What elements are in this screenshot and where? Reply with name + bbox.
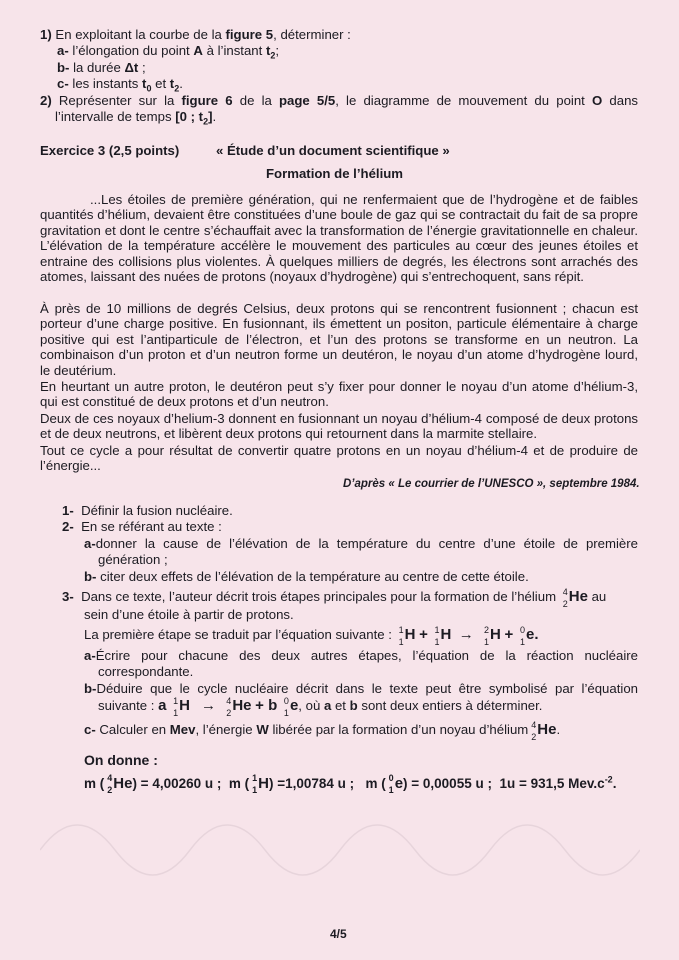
paragraph-1: ...Les étoiles de première génération, qui ne renfermaient que de l’hydrogène et de faibles quantités d’hélium, devaient être constituées d’une boule de gaz qui se contractait du fait de sa propre gravitation et dont le centre s’échauffait avec la transformation de l’énergie gravitationnelle en chaleur. L’élévation de la température accélère le mouvement des particules au cœur des jeunes étoiles et entraine des collisions plus violentes. À quelques milliers de degrés, les électrons sont arrachés des atomes, laissant des nuées de protons (noyaux d’hydrogène) qui s’entrechoquent, sans répit. [40,192,638,285]
equation-step-1: La première étape se traduit par l’équation suivante : 1 1 H + 1 1 H → 2 1 H + 0 1 e. [84,624,539,647]
q2-line2: l’intervalle de temps [0 ; $t_2$]. [55,109,217,127]
text-heading: Formation de l’hélium [266,166,404,181]
q1-line: 1) En exploitant la courbe de la figure 5, déterminer : [40,27,351,42]
he4-nuclide: 4 2 [562,586,568,609]
q1b-line: b- la durée Δt ; [57,60,146,75]
question-3b: b-Déduire que le cycle nucléaire décrit dans le texte peut être symbolisé par l’équation [84,681,638,696]
show-through-wave-decoration [40,800,640,900]
q2-line: 2) Représenter sur la figure 6 de la page 5/5, le diagramme de mouvement du point O dans [40,93,639,108]
q1a-line: a- l’élongation du point A à l’instant $t_2$; [57,43,280,61]
paragraph-3: En heurtant un autre proton, le deutéron peut s’y fixer pour donner le noyau d’un atome d’hélium-3, qui est constitué de deux protons et d’un neutron. [40,379,638,410]
figure-6-ref: figure 6 [181,93,233,108]
question-2a-cont: génération ; [98,552,168,567]
q1c-line: c- les instants $t_0$ et $t_2$. [57,76,183,94]
exercise-title: Exercice 3 (2,5 points) [40,143,180,158]
question-1: 1- Définir la fusion nucléaire. [62,503,233,518]
figure-5-ref: figure 5 [225,27,274,42]
question-2b: b- citer deux effets de l’élévation de la température au centre de cette étoile. [84,569,529,584]
paragraph-2: À près de 10 millions de degrés Celsius, deux protons qui se rencontrent fusionnent ; chacun est porteur d’une charge positive. En fusionnant, ils émettent un positon, particule élémentaire à charge positive qui est l’antiparticule de l’électron, et l’un des protons se transforme en un neutron. La combinaison d’un proton et d’un neutron forme un deutéron, le noyau d’un atome d’hydrogène lourd, le deutérium. [40,301,638,378]
given-title: On donne : [84,752,158,768]
given-masses: m ( 4 2 He) = 4,00260 u ; m ( 1 1 H) =1,00784 u ; m ( 0 1 e) = 0,00055 u ; 1u = 931,5 $Mev.c^{-2}$. [84,773,617,796]
question-3a-cont: correspondante. [98,664,194,679]
question-3-cont: sein d’une étoile à partir de protons. [84,607,294,622]
question-3: 3- Dans ce texte, l’auteur décrit trois étapes principales pour la formation de l’hélium 4 2 He au [62,586,607,609]
question-2: 2- En se référant au texte : [62,519,222,534]
paragraph-4: Deux de ces noyaux d’helium-3 donnent en fusionnant un noyau d’hélium-4 composé de deux protons et de deux neutrons, et libèrent deux protons qui retournent dans la marmite stellaire. [40,411,638,442]
q1-number: 1) [40,27,52,42]
exercise-subtitle: « Étude d’un document scientifique » [216,143,450,158]
question-3a: a-Écrire pour chacune des deux autres étapes, l’équation de la réaction nucléaire [84,648,638,663]
source-citation: D’après « Le courrier de l’UNESCO », septembre 1984. [343,478,640,490]
question-3c: c- Calculer en Mev, l’énergie W libérée par la formation d’un noyau d’hélium 4 2 He. [84,719,561,742]
paragraph-5: Tout ce cycle a pour résultat de convertir quatre protons en un noyau d’hélium-4 et de produire de l’énergie... [40,443,638,474]
question-2a: a-donner la cause de l’élévation de la température du centre d’une étoile de première [84,536,638,551]
page-number: 4/5 [330,927,347,941]
equation-global: suivante : a 1 1 H → 4 2 He + b 0 1 e, où a et b sont deux entiers à déterminer. [98,695,543,718]
